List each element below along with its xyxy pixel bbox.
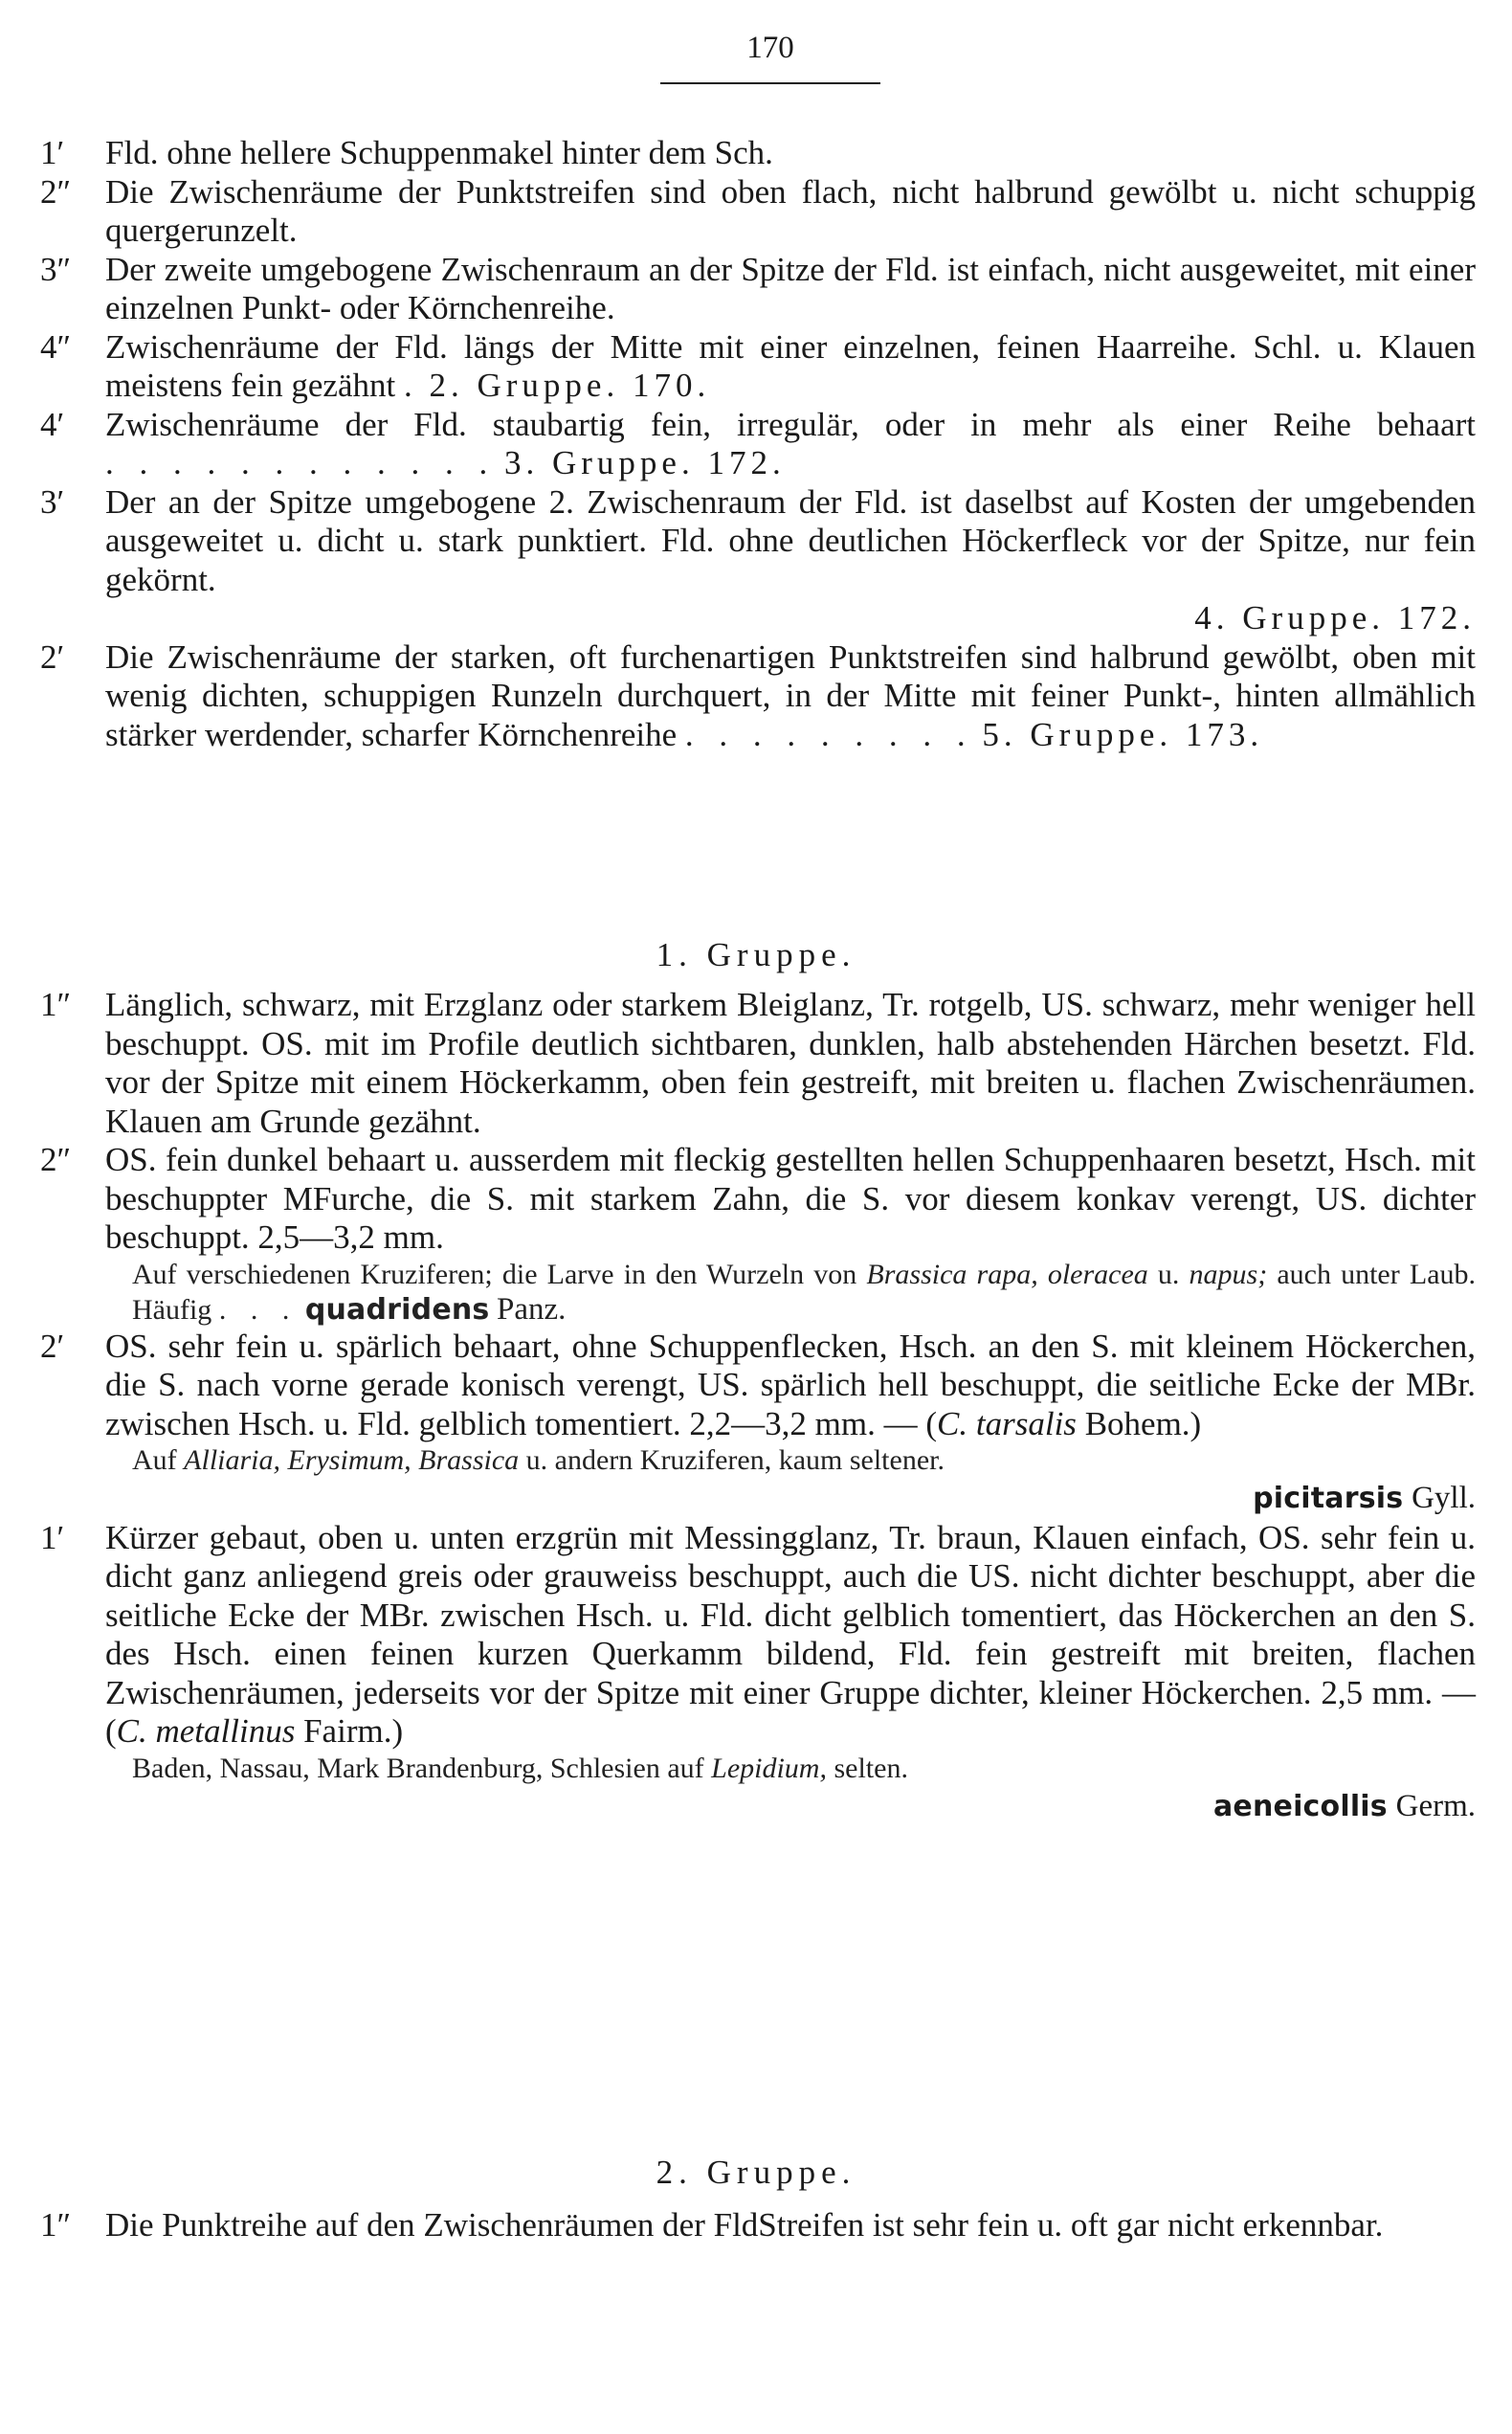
- couplet-text: [105, 638, 1476, 755]
- couplet-text: Kürzer gebaut, oben u. unten erzgrün mit Messingglanz, Tr. braun, Klauen einfach, OS. sehr fein u. dicht ganz anliegend greis oder grauweiss beschuppt, auch die US. nicht dichter beschuppt, aber die seitliche Ecke der MBr. zwischen Hsch. u. Fld. dicht gelblich tomentiert, das Höckerchen an den S. des Hsch. einen feinen kurzen Querkamm bildend, Fld. fein gestreift mit breiten, flachen Zwischenräumen, jederseits vor der Spitze mit einer Gruppe dichter, kleiner Höckerchen. 2,5 mm. — (C. metallinus Fairm.): [105, 1518, 1476, 1750]
- couplet-text: [105, 328, 1476, 406]
- couplet-body: Zwischenräume der Fld. staubartig fein, irregulär, oder in mehr als einer Reihe behaart: [105, 405, 1476, 443]
- couplet-number: 2″: [40, 172, 72, 211]
- dot-leader: . . . . . . . . . . . .: [105, 444, 497, 481]
- dot-leader: . . . . . . . . .: [684, 715, 974, 753]
- habitat-note: [40, 1258, 1476, 1328]
- species-couplet: [40, 1328, 1476, 1444]
- couplet-number: 1″: [40, 2206, 72, 2244]
- key-entry: [40, 251, 1476, 328]
- synonym-name: C. metallinus: [116, 1712, 296, 1750]
- couplet-number: 2′: [40, 1327, 65, 1365]
- note-text: u. andern Kruziferen, kaum seltener.: [525, 1444, 945, 1476]
- couplet-text: [105, 406, 1476, 483]
- couplet-number: 1′: [40, 134, 65, 171]
- note-text: Auf: [132, 1444, 177, 1476]
- dot-leader: .: [403, 367, 421, 404]
- group-heading: 2. Gruppe.: [656, 2154, 856, 2191]
- taxon-name: Brassica rapa,: [866, 1258, 1038, 1290]
- group-heading: 1. Gruppe.: [656, 936, 856, 973]
- couplet-number: 3′: [40, 482, 65, 521]
- group-2-section: [40, 2206, 1476, 2245]
- species-author: Panz.: [496, 1291, 567, 1327]
- species-couplet: [40, 986, 1476, 1141]
- group-reference: 3. Gruppe. 172.: [504, 444, 786, 481]
- note-text: auch unter Laub. Häufig: [132, 1258, 1477, 1326]
- key-entry: [40, 328, 1476, 406]
- couplet-body: Zwischenräume der Fld. längs der Mitte mit einer einzelnen, feinen Haarreihe. Schl. u. Klauen meistens fein gezähnt: [105, 327, 1476, 404]
- couplet-text: Fld. ohne hellere Schuppenmakel hinter dem Sch.: [105, 134, 773, 171]
- couplet-number: 2′: [40, 637, 65, 676]
- couplet-number: 2″: [40, 1141, 72, 1178]
- group-reference: 5. Gruppe. 173.: [982, 715, 1264, 753]
- taxon-name: oleracea: [1047, 1258, 1148, 1290]
- taxon-name: napus;: [1189, 1258, 1268, 1290]
- taxon-name: Alliaria, Erysimum, Brassica: [184, 1444, 520, 1476]
- synonym-name: C. tarsalis: [937, 1404, 1077, 1442]
- species-name: aeneicollis: [1212, 1789, 1388, 1823]
- couplet-number: 4′: [40, 405, 65, 443]
- couplet-text: OS. fein dunkel behaart u. ausserdem mit fleckig gestellten hellen Schuppenhaaren besetzt, Hsch. mit beschuppter MFurche, die S. mit starkem Zahn, die S. vor diesem konkav verengt, US. dichter beschuppt. 2,5—3,2 mm.: [105, 1141, 1476, 1256]
- note-text: Baden, Nassau, Mark Brandenburg, Schlesien auf: [132, 1752, 704, 1784]
- couplet-number: 4″: [40, 327, 72, 366]
- species-couplet: [40, 2206, 1476, 2245]
- dot-leader: . . .: [218, 1293, 299, 1326]
- key-entry: [40, 173, 1476, 251]
- species-name: picitarsis: [1253, 1482, 1404, 1515]
- species-line: [40, 1478, 1476, 1519]
- couplet-text: Der an der Spitze umgebogene 2. Zwischenraum der Fld. ist daselbst auf Kosten der umgebenden ausgeweitet u. dicht u. stark punktiert. Fld. ohne deutlichen Höckerfleck vor der Spitze, nur fein gekörnt.: [105, 482, 1476, 598]
- species-line: [40, 1786, 1476, 1827]
- taxon-name: Lepidium,: [711, 1752, 827, 1784]
- key-entry: [40, 483, 1476, 638]
- key-entry: [40, 638, 1476, 755]
- species-couplet: [40, 1141, 1476, 1258]
- key-section: [40, 134, 1476, 754]
- note-text: u.: [1157, 1258, 1180, 1290]
- species-author: Germ.: [1395, 1788, 1476, 1823]
- habitat-note: [40, 1443, 1476, 1478]
- group-1-section: [40, 986, 1476, 1826]
- species-couplet: [40, 1519, 1476, 1752]
- couplet-number: 1″: [40, 986, 72, 1023]
- group-reference: 4. Gruppe. 172.: [1194, 599, 1476, 636]
- couplet-number: 3″: [40, 250, 72, 288]
- synonym-author: Fairm.): [303, 1712, 404, 1750]
- habitat-note: [40, 1752, 1476, 1786]
- note-text: selten.: [834, 1752, 908, 1784]
- couplet-body: OS. sehr fein u. spärlich behaart, ohne Schuppenflecken, Hsch. an den S. mit kleinem Höckerchen, die S. nach vorne gerade konisch verengt, US. spärlich hell beschuppt, die seitliche Ecke der MBr. zwischen Hsch. u. Fld. gelblich tomentiert. 2,2—3,2 mm. —: [105, 1327, 1476, 1442]
- species-name: quadridens: [304, 1292, 490, 1327]
- note-text: Auf verschiedenen Kruziferen; die Larve in den Wurzeln von: [132, 1258, 857, 1290]
- couplet-text: Länglich, schwarz, mit Erzglanz oder starkem Bleiglanz, Tr. rotgelb, US. schwarz, mehr weniger hell beschuppt. OS. mit im Profile deutlich sichtbaren, dunklen, halb abstehenden Härchen besetzt. Fld. vor der Spitze mit einem Höckerkamm, oben fein gestreift, mit breiten u. flachen Zwischenräumen. Klauen am Grunde gezähnt.: [105, 986, 1476, 1140]
- couplet-body: Die Zwischenräume der starken, oft furchenartigen Punktstreifen sind halbrund gewölbt, oben mit wenig dichten, schuppigen Runzeln durchquert, in der Mitte mit feiner Punkt-, hinten allmählich stärker werdender, scharfer Körnchenreihe: [105, 637, 1476, 753]
- couplet-text: Die Zwischenräume der Punktstreifen sind oben flach, nicht halbrund gewölbt u. nicht schuppig quergerunzelt.: [105, 172, 1476, 249]
- synonym-author: Bohem.): [1084, 1404, 1202, 1442]
- key-entry: [40, 406, 1476, 483]
- species-author: Gyll.: [1412, 1481, 1476, 1515]
- group-reference: 2. Gruppe. 170.: [429, 367, 711, 404]
- group-reference-line: [105, 599, 1476, 638]
- couplet-body: Kürzer gebaut, oben u. unten erzgrün mit Messingglanz, Tr. braun, Klauen einfach, OS. sehr fein u. dicht ganz anliegend greis oder grauweiss beschuppt, auch die US. nicht dichter beschuppt, aber die seitliche Ecke der MBr. zwischen Hsch. u. Fld. dicht gelblich tomentiert, das Höckerchen an den S. des Hsch. einen feinen kurzen Querkamm bildend, Fld. fein gestreift mit breiten, flachen Zwischenräumen, jederseits vor der Spitze mit einer Gruppe dichter, kleiner Höckerchen. 2,5 mm. —: [105, 1518, 1476, 1711]
- key-entry: [40, 134, 1476, 173]
- couplet-text: Der zweite umgebogene Zwischenraum an der Spitze der Fld. ist einfach, nicht ausgeweitet, mit einer einzelnen Punkt- oder Körnchenreihe.: [105, 250, 1476, 326]
- couplet-text: OS. sehr fein u. spärlich behaart, ohne Schuppenflecken, Hsch. an den S. mit kleinem Höckerchen, die S. nach vorne gerade konisch verengt, US. spärlich hell beschuppt, die seitliche Ecke der MBr. zwischen Hsch. u. Fld. gelblich tomentiert. 2,2—3,2 mm. — (C. tarsalis Bohem.): [105, 1327, 1476, 1442]
- page-number: 170: [660, 31, 880, 84]
- couplet-number: 1′: [40, 1518, 65, 1556]
- couplet-text: Die Punktreihe auf den Zwischenräumen der FldStreifen ist sehr fein u. oft gar nicht erkennbar.: [105, 2206, 1384, 2244]
